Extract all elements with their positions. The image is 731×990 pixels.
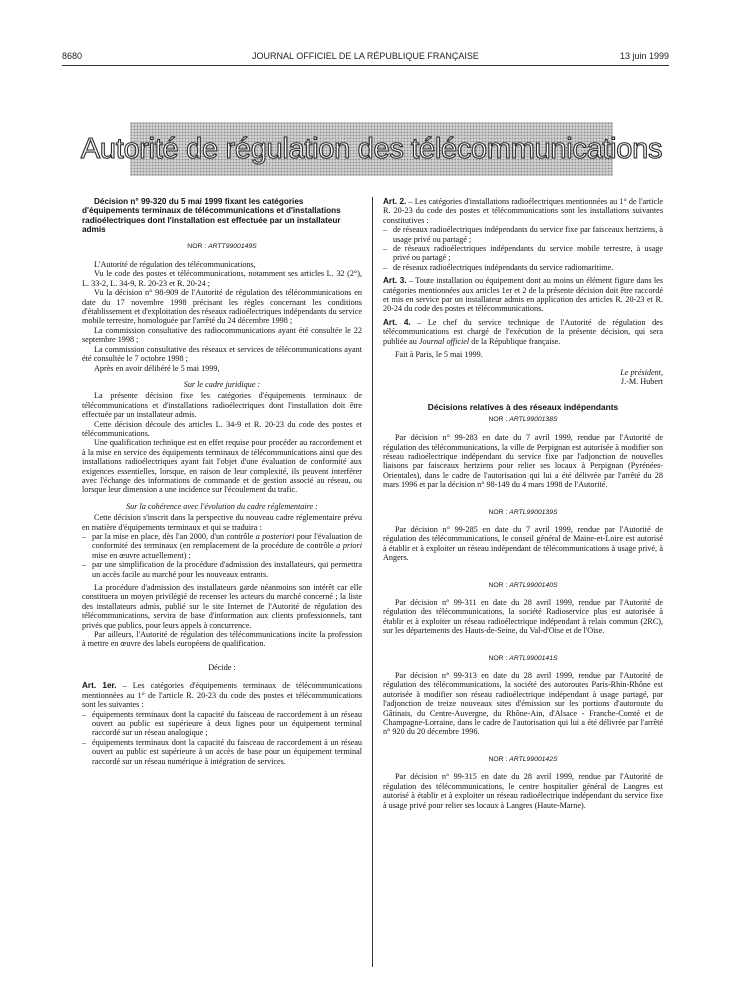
decision-list: [383, 415, 663, 810]
list-item: – de réseaux radioélectriques indépendants du service radiomaritime.: [383, 263, 663, 272]
article-label: Art. 1er.: [82, 681, 117, 691]
paragraph: Vu le code des postes et télécommunications, notamment ses articles L. 32 (2°), L. 33-2, L. 34-9, R. 20-23 et R. 20-24 ;: [82, 269, 362, 288]
paragraph: La commission consultative des radiocommunications ayant été consultée le 22 septembre 1998 ;: [82, 325, 362, 345]
nor-label: NOR :: [488, 415, 508, 423]
page-header: [62, 51, 669, 65]
list-item: – de réseaux radioélectriques indépendants du service fixe par faisceaux hertziens, à usage privé ou partagé ;: [383, 225, 663, 244]
publication-date: 13 juin 1999: [619, 51, 669, 61]
decide-heading: Décide :: [208, 662, 236, 672]
decision-item: [383, 654, 663, 737]
bullet-list: [82, 532, 362, 579]
decision-item: [383, 755, 663, 810]
list-item: – par la mise en place, dès l'an 2000, d'un contrôle a posteriori pour l'évaluation de conformité des terminaux (en remplacement de la procédure de contrôle a priori mise en œuvre actuellement) ;: [82, 532, 362, 560]
nor-code: ARTL9900140S: [509, 581, 558, 589]
nor-reference: [383, 654, 663, 663]
paragraph: Une qualification technique est en effet requise pour procéder au raccordement et à la mise en service des équipements terminaux de télécommunications ainsi que des installations radioélectriques ayant fait l'objet d'une évaluation de conformité aux exigences essentielles, lorsque, en raison de leur complexité, ils peuvent interférer avec l'échange des informations de commande et de gestion associé au réseau, ou lorsque leur dimension a une incidence sur l'écoulement du trafic.: [82, 438, 362, 495]
signature-name: J.-M. Hubert: [620, 376, 663, 386]
article-3: Art. 3. – Toute installation ou équipement dont au moins un élément figure dans les catégories mentionnées aux articles 1er et 2 de la présente décision doit être raccordé et mis en service par un installateur admis en application des articles R. 20-23 et R. 20-24 du code des postes et télécommunications.: [383, 276, 663, 314]
list-item: – équipements terminaux dont la capacité du faisceau de raccordement à un réseau ouvert au public est supérieure à deux lignes pour un équipement terminal raccordé sur un réseau analogique ;: [82, 710, 362, 738]
decision-text: Par décision n° 99-311 en date du 28 avril 1999, rendue par l'Autorité de régulation des télécommunications, la société Radioservice plus est autorisée à établir et à exploiter un réseau radioélectrique indépendant à relais commun (2RC), sur les départements des Hauts-de-Seine, du Val-d'Oise et de l'Oise.: [383, 598, 663, 636]
nor-reference: [383, 755, 663, 764]
article-label: Art. 4.: [383, 317, 411, 327]
nor-code: ARTL9900142S: [509, 755, 558, 763]
nor-code: ARTL9900141S: [509, 654, 558, 662]
bullet-list: [82, 710, 362, 766]
paragraph: Cette décision découle des articles L. 34-9 et R. 20-23 du code des postes et télécommunications.: [82, 419, 362, 438]
decision-text: Par décision n° 99-313 en date du 28 avril 1999, rendue par l'Autorité de régulation des télécommunications, la société des autoroutes Paris-Rhin-Rhône est autorisée à modifier son réseau radioélectrique indépendant à usage partagé, par l'adjonction de treize nouveaux sites d'émission sur les portions d'autoroute du Gâtinais, du Centre-Auvergne, du Rhône-Ain, d'Alsace - Franche-Comté et de Champagne-Lorraine, dans le cadre de l'autorisation qui lui a été délivrée par l'arrêté n° 920 du 20 décembre 1996.: [383, 671, 663, 737]
decision-text: Par décision n° 99-283 en date du 7 avril 1999, rendue par l'Autorité de régulation des télécommunications, la ville de Perpignan est autorisée à modifier son réseau radioélectrique indépendant du service fixe par l'adjonction de nouvelles liaisons par faisceaux hertziens pour relier ses locaux à Perpignan (Pyrénées-Orientales), dans le cadre de l'autorisation qui lui a été délivrée par l'arrêté du 28 mars 1996 et par la décision n° 98-149 du 4 mars 1998 de l'Autorité.: [383, 433, 663, 490]
nor-label: NOR :: [488, 508, 508, 516]
banner-title: Autorité de régulation des télécommunications: [80, 132, 663, 165]
nor-code: ARTT9900149S: [208, 242, 257, 250]
decision-text: Par décision n° 99-315 en date du 28 avril 1999, rendue par l'Autorité de régulation des télécommunications, le centre hospitalier général de Langres est autorisé à établir et à exploiter un réseau radioélectrique indépendant du service fixe à usage privé pour relier ses locaux à Langres (Haute-Marne).: [383, 772, 663, 810]
nor-code: ARTL9900139S: [509, 508, 558, 516]
nor-label: NOR :: [488, 581, 508, 589]
decision-title: Décision n° 99-320 du 5 mai 1999 fixant les catégories d'équipements terminaux de télécommunications et d'installations radioélectriques dont l'installation est effectuée par un installateur admis: [82, 197, 341, 235]
section-title: Décisions relatives à des réseaux indépendants: [427, 402, 619, 413]
paragraph: Par ailleurs, l'Autorité de régulation des télécommunications incite la profession à mettre en œuvre des labels européens de qualification.: [82, 630, 362, 649]
paragraph: Après en avoir délibéré le 5 mai 1999,: [94, 363, 220, 373]
signature-role: Le président,: [620, 367, 663, 377]
page-number: 8680: [62, 51, 83, 61]
decision-text: Par décision n° 99-285 en date du 7 avril 1999, rendue par l'Autorité de régulation des télécommunications, le conseil général de Maine-et-Loire est autorisé à établir et à exploiter un réseau indépendant de télécommunications à usage privé, à Angers.: [383, 524, 663, 563]
journal-title: JOURNAL OFFICIEL DE LA RÉPUBLIQUE FRANÇAISE: [252, 51, 479, 61]
nor-reference: [383, 415, 663, 424]
nor-reference: [383, 508, 663, 517]
subheading: Sur le cadre juridique :: [183, 379, 261, 389]
paragraph: Vu la décision n° 98-909 de l'Autorité de régulation des télécommunications en date du 17 novembre 1998 précisant les règles concernant les conditions d'établissement et d'exploitation des réseaux radioélectriques indépendants du service mobile terrestre, homologuée par l'arrêté du 24 décembre 1998 ;: [82, 288, 362, 326]
article-4: Art. 4. – Le chef du service technique de l'Autorité de régulation des télécommunications est chargé de l'exécution de la présente décision, qui sera publiée au Journal officiel de la République française.: [383, 317, 663, 346]
paragraph: La commission consultative des réseaux et services de télécommunications ayant été consultée le 7 octobre 1998 ;: [82, 344, 362, 364]
paragraph: Cette décision s'inscrit dans la perspective du nouveau cadre réglementaire prévu en matière d'équipements terminaux et qui se traduira :: [82, 513, 362, 532]
bullet-list: [383, 225, 663, 272]
nor-label: NOR :: [187, 242, 207, 250]
subheading: Sur la cohérence avec l'évolution du cadre réglementaire :: [126, 501, 318, 511]
nor-code: ARTL9900138S: [509, 415, 558, 423]
header-rule: [62, 65, 669, 66]
nor-reference: [383, 581, 663, 590]
paragraph: La procédure d'admission des installateurs garde néanmoins son intérêt car elle constituera un moyen privilégié de recenser les acteurs du marché concerné ; la liste des installateurs admis, publié sur le site Internet de l'Autorité de régulation des télécommunications, servira de base d'information aux clients professionnels, tant privés que publics, pour leurs appels à concurrence.: [82, 583, 362, 630]
nor-reference: [82, 242, 362, 251]
article-label: Art. 2.: [383, 197, 407, 206]
paragraph: L'Autorité de régulation des télécommunications,: [94, 260, 256, 270]
article-1: Art. 1er. – Les catégories d'équipements terminaux de télécommunications mentionnées au 1° de l'article R. 20-23 du code des postes et télécommunications sont les suivantes :: [82, 681, 362, 710]
left-column: [82, 197, 362, 766]
nor-label: NOR :: [488, 654, 508, 662]
article-label: Art. 3.: [383, 276, 407, 286]
done-at: Fait à Paris, le 5 mai 1999.: [395, 350, 483, 360]
article-2: Art. 2. – Les catégories d'installations radioélectriques mentionnées au 1° de l'article R. 20-23 du code des postes et télécommunications sont les installations suivantes constitutives :: [383, 197, 663, 225]
list-item: – de réseaux radioélectriques indépendants du service mobile terrestre, à usage privé ou partagé ;: [383, 244, 663, 263]
section-banner: [80, 122, 663, 176]
right-column: [383, 197, 663, 810]
nor-label: NOR :: [488, 755, 508, 763]
column-divider: [372, 197, 373, 967]
decision-item: [383, 415, 663, 490]
decision-item: [383, 508, 663, 563]
paragraph: La présente décision fixe les catégories d'équipements terminaux de télécommunications et d'installations radioélectriques dont l'installation doit être effectuée par un installateur admis.: [82, 391, 362, 420]
decision-item: [383, 581, 663, 636]
list-item: – par une simplification de la procédure d'admission des installateurs, qui permettra un accès facile au marché pour les nouveaux entrants.: [82, 560, 362, 579]
list-item: – équipements terminaux dont la capacité du faisceau de raccordement à un réseau ouvert au public est supérieure à un accès de base pour un équipement terminal raccordé sur un réseau numérique à intégration de services.: [82, 738, 362, 766]
